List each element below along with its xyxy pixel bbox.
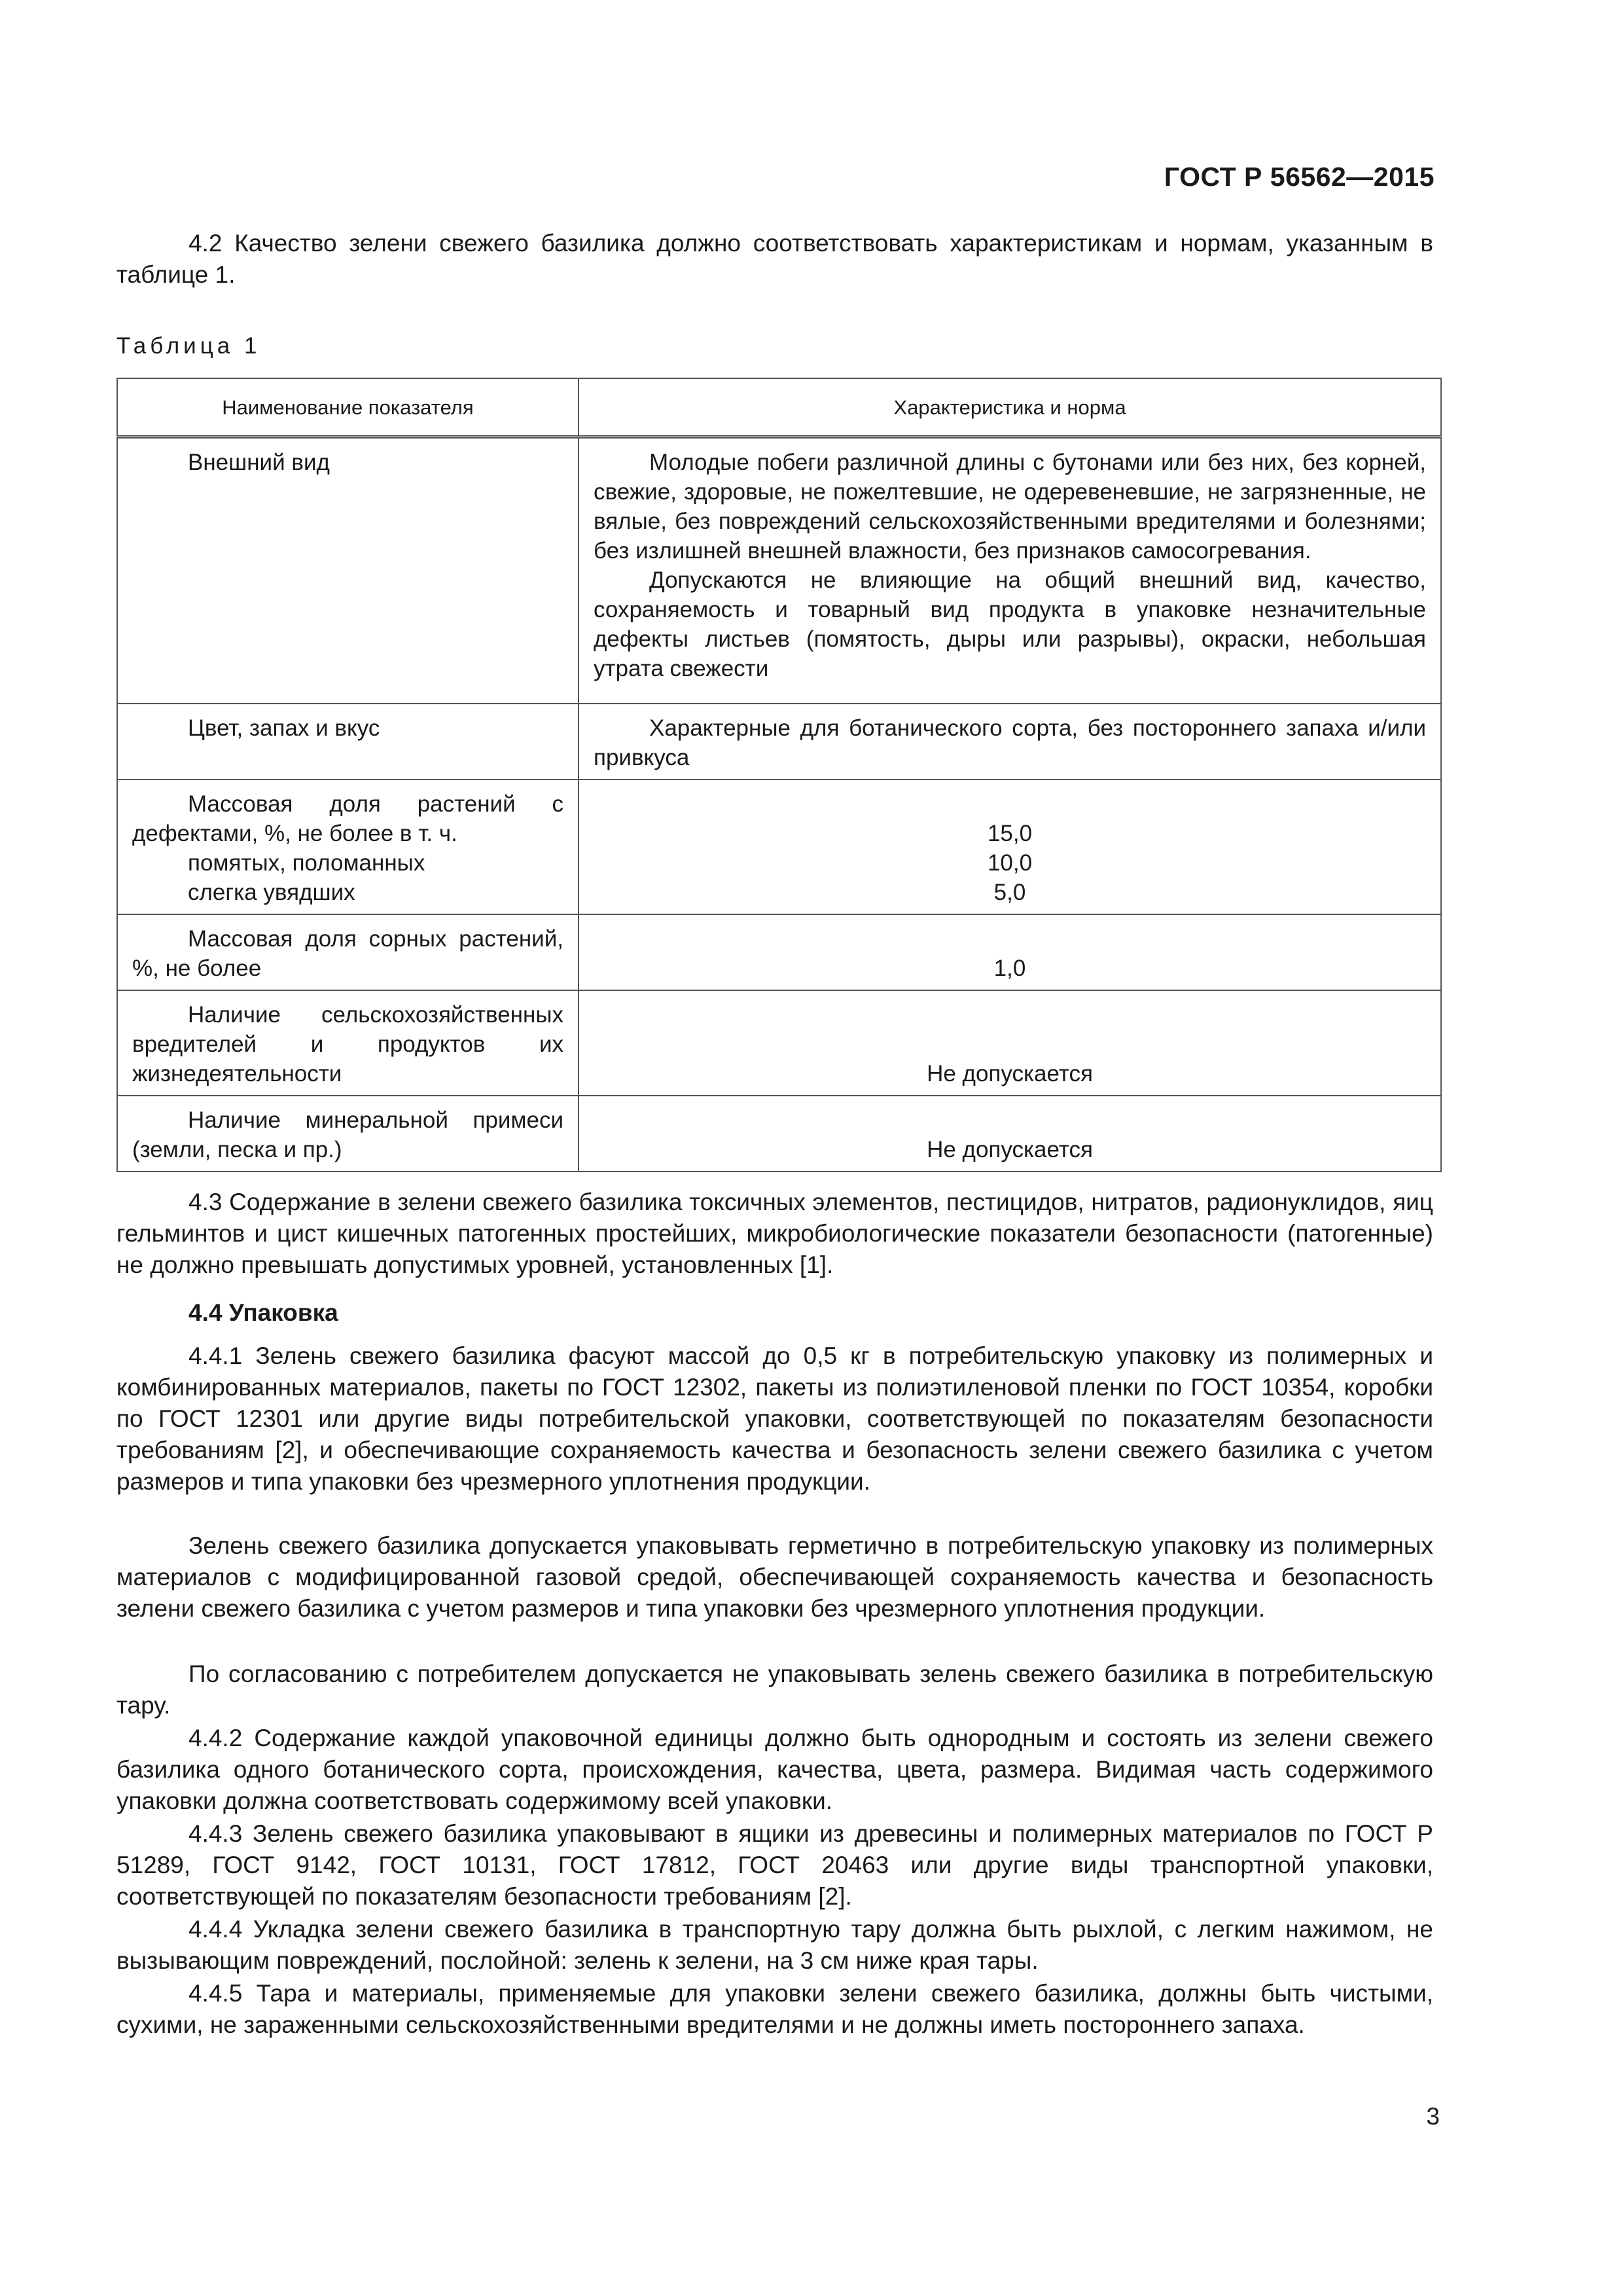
- table-row: [117, 704, 1441, 780]
- paragraph-4-3: 4.3 Содержание в зелени свежего базилика токсичных элементов, пестицидов, нитратов, радионуклидов, яиц гельминтов и цист кишечных патогенных простейших, микробиологические показатели безопасности (патогенные) не должно превышать допустимых уровней, установленных [1].: [116, 1189, 1433, 1278]
- page-number: 3: [1426, 2103, 1440, 2130]
- row-norm-cell: [579, 437, 1441, 704]
- row-name-cell: [117, 990, 579, 1096]
- row-norm-cell: [579, 704, 1441, 780]
- table-row: [117, 990, 1441, 1096]
- row-name-cell: [117, 914, 579, 990]
- row-value: 1,0: [993, 955, 1026, 981]
- row-norm-cell: [579, 780, 1441, 914]
- section-heading-4-4: 4.4 Упаковка: [188, 1299, 338, 1326]
- paragraph-4-4-1-tare: По согласованию с потребителем допускается не упаковывать зелень свежего базилика в потребительскую тару.: [116, 1660, 1433, 1719]
- paragraph-4-4-1: 4.4.1 Зелень свежего базилика фасуют массой до 0,5 кг в потребительскую упаковку из полимерных и комбинированных материалов, пакеты по ГОСТ 12302, пакеты из полиэтиленовой пленки по ГОСТ 10354, коробки по ГОСТ 12301 или другие виды потребительской упаковки, соответствующей по показателям безопасности требованиям [2], и обеспечивающие сохраняемость качества и безопасность зелени свежего базилика с учетом размеров и типа упаковки без чрезмерного уплотнения продукции.: [116, 1342, 1433, 1495]
- row-name-cell: [117, 780, 579, 914]
- row-norm-cell: [579, 990, 1441, 1096]
- paragraph-4-4-4: 4.4.4 Укладка зелени свежего базилика в транспортную тару должна быть рыхлой, с легким нажимом, не вызывающим повреждений, послойной: зелень к зелени, на 3 см ниже края тары.: [116, 1916, 1433, 1974]
- paragraph-4-4-2: 4.4.2 Содержание каждой упаковочной единицы должно быть однородным и состоять из зелени свежего базилика одного ботанического сорта, происхождения, качества, цвета, размера. Видимая часть содержимого упаковки должна соответствовать содержимому всей упаковки.: [116, 1725, 1433, 1814]
- table-row: [117, 780, 1441, 914]
- column-header-name: Наименование показателя: [117, 378, 579, 437]
- table-row: [117, 1096, 1441, 1172]
- row-name: Внешний вид: [188, 450, 330, 475]
- document-code: ГОСТ Р 56562—2015: [1164, 162, 1435, 192]
- row-name: Цвет, запах и вкус: [188, 715, 380, 741]
- row-value: Не допускается: [927, 1136, 1093, 1162]
- row-name-cell: [117, 704, 579, 780]
- row-value: Не допускается: [927, 1060, 1093, 1086]
- specification-table: [116, 378, 1442, 1172]
- table-header-row: [117, 378, 1441, 437]
- row-norm-cell: [579, 1096, 1441, 1172]
- row-name-cell: [117, 1096, 579, 1172]
- row-norm-cell: [579, 914, 1441, 990]
- row-name: Наличие минеральной примеси (земли, песка и пр.): [132, 1107, 563, 1162]
- paragraph-4-4-1-continued: Зелень свежего базилика допускается упаковывать герметично в потребительскую упаковку из полимерных материалов с модифицированной газовой средой, обеспечивающей сохраняемость качества и безопасность зелени свежего базилика с учетом размеров и типа упаковки без чрезмерного уплотнения продукции.: [116, 1532, 1433, 1622]
- row-name: Массовая доля растений с дефектами, %, не более в т. ч.: [132, 791, 563, 846]
- table-row: [117, 914, 1441, 990]
- paragraph-4-4-5: 4.4.5 Тара и материалы, применяемые для упаковки зелени свежего базилика, должны быть чистыми, сухими, не зараженными сельскохозяйственными вредителями и не должны иметь постороннего запаха.: [116, 1980, 1433, 2038]
- row-name: Массовая доля сорных растений, %, не более: [132, 925, 563, 981]
- row-name-cell: [117, 437, 579, 704]
- row-name: Наличие сельскохозяйственных вредителей и продуктов их жизнедеятельности: [132, 1001, 563, 1086]
- table-row: [117, 437, 1441, 704]
- paragraph-4-2: 4.2 Качество зелени свежего базилика должно соответствовать характеристикам и нормам, указанным в таблице 1.: [116, 230, 1433, 288]
- table-caption: Таблица 1: [116, 333, 261, 359]
- column-header-norm: Характеристика и норма: [579, 378, 1441, 437]
- row-value: 15,0: [987, 820, 1033, 846]
- norm-paragraph: Допускаются не влияющие на общий внешний вид, качество, сохраняемость и товарный вид продукта в упаковке незначительные дефекты листьев (помятость, дыры или разрывы), окраски, небольшая утрата свежести: [594, 567, 1426, 681]
- row-value: 5,0: [993, 879, 1026, 905]
- row-subname: помятых, поломанных: [188, 850, 425, 876]
- row-value: 10,0: [987, 850, 1033, 876]
- row-subname: слегка увядших: [188, 879, 355, 905]
- paragraph-4-4-3: 4.4.3 Зелень свежего базилика упаковывают в ящики из древесины и полимерных материалов по ГОСТ Р 51289, ГОСТ 9142, ГОСТ 10131, ГОСТ 17812, ГОСТ 20463 или другие виды транспортной упаковки, соответствующей по показателям безопасности требованиям [2].: [116, 1820, 1433, 1910]
- row-norm: Характерные для ботанического сорта, без постороннего запаха и/или привкуса: [594, 715, 1426, 770]
- norm-paragraph: Молодые побеги различной длины с бутонами или без них, без корней, свежие, здоровые, не пожелтевшие, не одеревеневшие, не загрязненные, не вялые, без повреждений сельскохозяйственными вредителями и болезнями; без излишней внешней влажности, без признаков самосогревания.: [594, 450, 1426, 564]
